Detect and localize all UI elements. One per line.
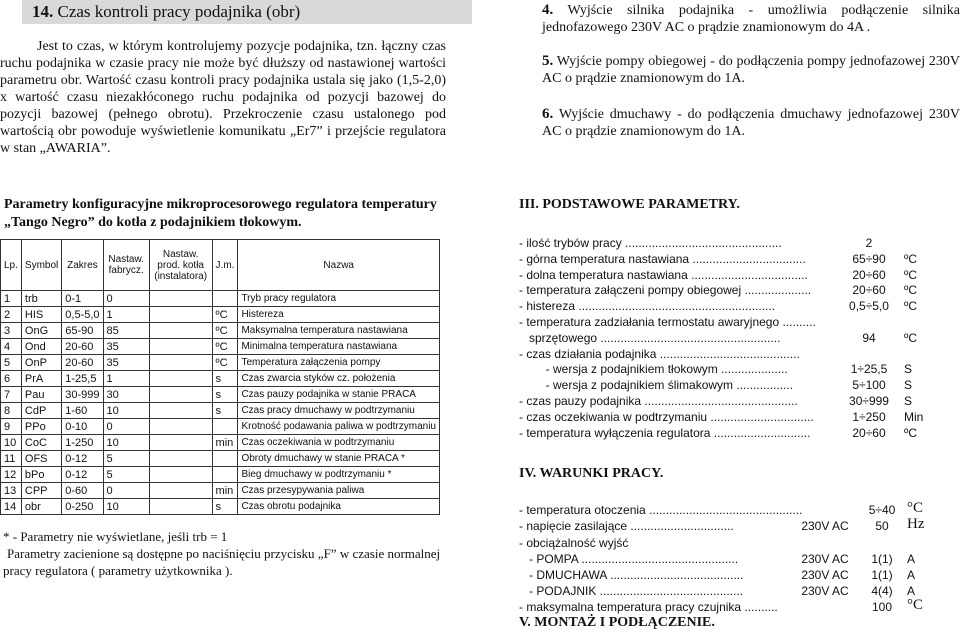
section-title: Czas kontroli pracy podajnika (obr) xyxy=(57,2,301,21)
cell-nazwa: Tryb pracy regulatora xyxy=(238,291,440,307)
cell-symbol: OFS xyxy=(21,451,61,467)
cell-fabrycz: 0 xyxy=(103,291,149,307)
table-row xyxy=(1,403,440,419)
condition-voltage: 230V AC xyxy=(801,584,849,598)
param-value: 65÷90 xyxy=(852,251,886,266)
condition-unit: °C xyxy=(907,500,924,516)
cell-jm: s xyxy=(212,387,238,403)
param-label: - ilość trybów pracy ............................................... xyxy=(519,236,782,250)
param-row xyxy=(519,268,949,283)
table-row xyxy=(1,355,440,371)
cell-jm: ºC xyxy=(212,307,238,323)
param-row xyxy=(519,378,949,393)
col-zakres: Zakres xyxy=(62,240,103,291)
cell-fabrycz: 85 xyxy=(103,323,149,339)
cell-lp: 7 xyxy=(1,387,22,403)
cell-lp: 4 xyxy=(1,339,22,355)
condition-unit: A xyxy=(907,552,916,566)
working-conditions-list xyxy=(519,500,949,615)
cell-jm: s xyxy=(212,499,238,515)
param-unit: ºC xyxy=(904,267,918,282)
cell-fabrycz: 5 xyxy=(103,467,149,483)
cell-zakres: 0-1 xyxy=(62,291,103,307)
col-jm: J.m. xyxy=(212,240,238,291)
cell-lp: 6 xyxy=(1,371,22,387)
cell-symbol: CoC xyxy=(21,435,61,451)
param-value: 20÷60 xyxy=(852,267,886,282)
condition-voltage: 230V AC xyxy=(801,568,849,582)
notes xyxy=(3,528,443,579)
cell-fabrycz: 1 xyxy=(103,307,149,323)
cell-fabrycz: 10 xyxy=(103,403,149,419)
param-row xyxy=(519,283,949,298)
cell-prod xyxy=(149,291,212,307)
cell-zakres: 1-250 xyxy=(62,435,103,451)
param-unit: S xyxy=(904,362,913,377)
condition-unit: °C xyxy=(907,597,924,613)
cell-lp: 3 xyxy=(1,323,22,339)
cell-symbol: OnG xyxy=(21,323,61,339)
col-nastaw-fabrycz: Nastaw. fabrycz. xyxy=(103,240,149,291)
param-row xyxy=(519,236,949,251)
col-lp: Lp. xyxy=(1,240,22,291)
cell-prod xyxy=(149,435,212,451)
condition-value: 1(1) xyxy=(871,552,893,566)
cell-nazwa: Maksymalna temperatura nastawiana xyxy=(238,323,440,339)
table-header-row xyxy=(1,240,440,291)
param-label: - górna temperatura nastawiana .................................. xyxy=(519,251,806,266)
cell-zakres: 20-60 xyxy=(62,339,103,355)
cell-fabrycz: 35 xyxy=(103,355,149,371)
condition-row xyxy=(519,552,949,567)
cell-fabrycz: 10 xyxy=(103,435,149,451)
cell-prod xyxy=(149,499,212,515)
condition-row xyxy=(519,500,949,518)
param-unit: S xyxy=(904,394,913,408)
table-row xyxy=(1,483,440,499)
condition-label: - napięcie zasilające ............................... xyxy=(519,519,734,533)
cell-lp: 5 xyxy=(1,355,22,371)
condition-unit: A xyxy=(907,584,916,598)
cell-prod xyxy=(149,323,212,339)
param-value: 94 xyxy=(862,330,876,345)
table-row xyxy=(1,435,440,451)
param-value: 2 xyxy=(865,236,873,250)
cell-nazwa: Czas pracy dmuchawy w podtrzymaniu xyxy=(238,403,440,419)
cell-symbol: CdP xyxy=(21,403,61,419)
output-item-6: 6. Wyjście dmuchawy - do podłączenia dmuchawy jednofazowej 230V AC o prądzie znamionowym do 1A. xyxy=(542,106,960,139)
cell-jm xyxy=(212,419,238,435)
cell-prod xyxy=(149,451,212,467)
param-unit: ºC xyxy=(904,425,918,440)
param-value: 20÷60 xyxy=(852,425,886,440)
condition-value: 1(1) xyxy=(871,568,893,582)
intro-paragraph: Jest to czas, w którym kontrolujemy pozycje podajnika, tzn. łączny czas ruchu podajnika w czasie pracy nie może być dłuższy od nastawionej wartości parametru obr. Wartość czasu kontroli pracy podajnika ustala się jako (1,5-2,0) x wartość czasu niezakłóconego ruchu podajnika od pozycji bazowej do pozycji bazowej (pełnego obrotu). Przekroczenie czasu ustalonego pod wartością obr powoduje wyświetlenie komunikatu „Er7” i przejście regulatora w stan „AWARIA”. xyxy=(0,39,446,156)
note-shaded: Parametry zacienione są dostępne po naciśnięciu przycisku „F” w czasie normalnej pracy regulatora ( parametry użytkownika ). xyxy=(3,546,441,578)
condition-label: - maksymalna temperatura pracy czujnika .......... xyxy=(519,600,778,614)
cell-fabrycz: 0 xyxy=(103,483,149,499)
param-label: - dolna temperatura nastawiana ................................... xyxy=(519,267,808,282)
condition-row xyxy=(519,536,949,551)
param-unit: ºC xyxy=(904,330,918,345)
cell-lp: 2 xyxy=(1,307,22,323)
condition-unit: Hz xyxy=(907,516,925,532)
table-row xyxy=(1,419,440,435)
param-value: 1÷25,5 xyxy=(850,362,888,377)
condition-voltage: 230V AC xyxy=(801,552,849,566)
cell-symbol: HIS xyxy=(21,307,61,323)
condition-label: - POMPA ............................................... xyxy=(519,552,739,566)
condition-unit: A xyxy=(907,568,916,582)
col-symbol: Symbol xyxy=(21,240,61,291)
cell-lp: 1 xyxy=(1,291,22,307)
param-value: 1÷250 xyxy=(852,409,886,424)
param-row xyxy=(519,394,949,409)
param-label: - czas działania podajnika .......................................... xyxy=(519,346,800,361)
param-value: 30÷999 xyxy=(849,394,889,408)
cell-zakres: 0-10 xyxy=(62,419,103,435)
param-label: - temperatura załączeni pompy obiegowej .................... xyxy=(519,283,812,298)
param-value: 5÷100 xyxy=(852,378,886,393)
cell-prod xyxy=(149,387,212,403)
cell-nazwa: Czas zwarcia styków cz. położenia xyxy=(238,371,440,387)
condition-row xyxy=(519,568,949,583)
cell-nazwa: Czas obrotu podajnika xyxy=(238,499,440,515)
param-label: - temperatura wyłączenia regulatora ............................. xyxy=(519,425,811,440)
note-asterisk: * - Parametry nie wyświetlane, jeśli trb = 1 xyxy=(3,529,228,544)
section-number: 14. xyxy=(32,2,54,21)
param-row xyxy=(519,331,949,346)
cell-lp: 14 xyxy=(1,499,22,515)
cell-zakres: 65-90 xyxy=(62,323,103,339)
cell-symbol: CPP xyxy=(21,483,61,499)
cell-lp: 11 xyxy=(1,451,22,467)
basic-params-list xyxy=(519,236,949,440)
condition-value: 4(4) xyxy=(871,584,893,598)
table-row xyxy=(1,339,440,355)
param-label: - wersja z podajnikiem tłokowym .................... xyxy=(519,362,788,377)
param-row xyxy=(519,362,949,377)
condition-row xyxy=(519,516,949,534)
cell-symbol: PrA xyxy=(21,371,61,387)
condition-label: - PODAJNIK ........................................... xyxy=(519,584,744,598)
cell-lp: 9 xyxy=(1,419,22,435)
condition-voltage: 230V AC xyxy=(801,519,849,533)
cell-jm: ºC xyxy=(212,339,238,355)
param-value: 20÷60 xyxy=(852,283,886,298)
param-unit: ºC xyxy=(904,299,918,314)
section-header xyxy=(22,0,472,24)
cell-jm: min xyxy=(212,483,238,499)
col-nazwa: Nazwa xyxy=(238,240,440,291)
section4-title: IV. WARUNKI PRACY. xyxy=(519,466,664,481)
condition-row xyxy=(519,597,949,615)
param-row xyxy=(519,426,949,441)
table-row xyxy=(1,451,440,467)
cell-zakres: 0-60 xyxy=(62,483,103,499)
cell-zakres: 0-12 xyxy=(62,451,103,467)
cell-lp: 10 xyxy=(1,435,22,451)
cell-lp: 13 xyxy=(1,483,22,499)
cell-nazwa: Temperatura załączenia pompy xyxy=(238,355,440,371)
condition-value: 100 xyxy=(871,600,893,614)
table-row xyxy=(1,467,440,483)
param-row xyxy=(519,252,949,267)
param-unit: ºC xyxy=(904,283,918,298)
param-label: - wersja z podajnikiem ślimakowym ................. xyxy=(519,378,794,393)
condition-label: - obciążalność wyjść xyxy=(519,536,629,550)
param-unit: ºC xyxy=(904,251,918,266)
param-label: - histereza ........................................................... xyxy=(519,299,776,314)
condition-row xyxy=(519,584,949,599)
cell-zakres: 20-60 xyxy=(62,355,103,371)
cell-symbol: OnP xyxy=(21,355,61,371)
param-row xyxy=(519,299,949,314)
table-row xyxy=(1,291,440,307)
cell-jm: s xyxy=(212,371,238,387)
cell-fabrycz: 30 xyxy=(103,387,149,403)
cell-prod xyxy=(149,403,212,419)
cell-symbol: PPo xyxy=(21,419,61,435)
cell-jm xyxy=(212,291,238,307)
col-nastaw-prod: Nastaw. prod. kotła (instalatora) xyxy=(149,240,212,291)
config-table xyxy=(0,239,440,515)
cell-jm: s xyxy=(212,403,238,419)
cell-zakres: 0,5-5,0 xyxy=(62,307,103,323)
cell-symbol: Pau xyxy=(21,387,61,403)
cell-nazwa: Czas przesypywania paliwa xyxy=(238,483,440,499)
cell-prod xyxy=(149,467,212,483)
cell-prod xyxy=(149,371,212,387)
param-label: - temperatura zadziałania termostatu awaryjnego .......... xyxy=(519,315,816,329)
cell-prod xyxy=(149,419,212,435)
table-row xyxy=(1,387,440,403)
cell-nazwa: Krotność podawania paliwa w podtrzymaniu xyxy=(238,419,440,435)
param-unit: S xyxy=(904,378,913,393)
section5-title: V. MONTAŻ I PODŁĄCZENIE. xyxy=(519,615,715,630)
cell-nazwa: Czas oczekiwania w podtrzymaniu xyxy=(238,435,440,451)
cell-fabrycz: 35 xyxy=(103,339,149,355)
cell-fabrycz: 5 xyxy=(103,451,149,467)
cell-prod xyxy=(149,307,212,323)
cell-fabrycz: 10 xyxy=(103,499,149,515)
cell-lp: 12 xyxy=(1,467,22,483)
cell-jm: min xyxy=(212,435,238,451)
condition-label: - DMUCHAWA ........................................ xyxy=(519,568,744,582)
condition-value: 50 xyxy=(875,519,889,533)
table-row xyxy=(1,307,440,323)
cell-jm: ºC xyxy=(212,323,238,339)
cell-symbol: Ond xyxy=(21,339,61,355)
section3-title: III. PODSTAWOWE PARAMETRY. xyxy=(519,197,740,212)
output-item-4: 4. Wyjście silnika podajnika - umożliwia podłączenie silnika jednofazowego 230V AC o prądzie znamionowym do 4A . xyxy=(542,2,960,35)
cell-prod xyxy=(149,483,212,499)
param-row xyxy=(519,410,949,425)
cell-fabrycz: 0 xyxy=(103,419,149,435)
param-unit: Min xyxy=(904,409,924,424)
param-label: - czas pauzy podajnika .............................................. xyxy=(519,394,798,408)
cell-lp: 8 xyxy=(1,403,22,419)
cell-jm: ºC xyxy=(212,355,238,371)
output-item-5: 5. Wyjście pompy obiegowej - do podłączenia pompy jednofazowej 230V AC o prądzie znamionowym do 1A. xyxy=(542,53,960,86)
param-label: sprzętowego ...................................................... xyxy=(519,330,781,345)
cell-nazwa: Czas pauzy podajnika w stanie PRACA xyxy=(238,387,440,403)
param-value: 0,5÷5,0 xyxy=(849,299,889,314)
cell-zakres: 0-12 xyxy=(62,467,103,483)
condition-label: - temperatura otoczenia .............................................. xyxy=(519,503,803,517)
param-label: - czas oczekiwania w podtrzymaniu ............................... xyxy=(519,409,814,424)
cell-jm xyxy=(212,451,238,467)
cell-fabrycz: 1 xyxy=(103,371,149,387)
cell-symbol: obr xyxy=(21,499,61,515)
cell-zakres: 0-250 xyxy=(62,499,103,515)
cell-nazwa: Histereza xyxy=(238,307,440,323)
cell-prod xyxy=(149,355,212,371)
cell-symbol: bPo xyxy=(21,467,61,483)
table-row xyxy=(1,499,440,515)
cell-nazwa: Obroty dmuchawy w stanie PRACA * xyxy=(238,451,440,467)
param-row xyxy=(519,315,949,330)
cell-nazwa: Minimalna temperatura nastawiana xyxy=(238,339,440,355)
cell-nazwa: Bieg dmuchawy w podtrzymaniu * xyxy=(238,467,440,483)
cell-zakres: 1-60 xyxy=(62,403,103,419)
param-row xyxy=(519,347,949,362)
table-title: Parametry konfiguracyjne mikroprocesorowego regulatora temperatury „Tango Negro” do kotła z podajnikiem tłokowym. xyxy=(4,197,437,230)
cell-zakres: 1-25,5 xyxy=(62,371,103,387)
cell-jm xyxy=(212,467,238,483)
table-row xyxy=(1,371,440,387)
table-row xyxy=(1,323,440,339)
condition-value: 5÷40 xyxy=(868,503,896,517)
cell-prod xyxy=(149,339,212,355)
cell-zakres: 30-999 xyxy=(62,387,103,403)
cell-symbol: trb xyxy=(21,291,61,307)
